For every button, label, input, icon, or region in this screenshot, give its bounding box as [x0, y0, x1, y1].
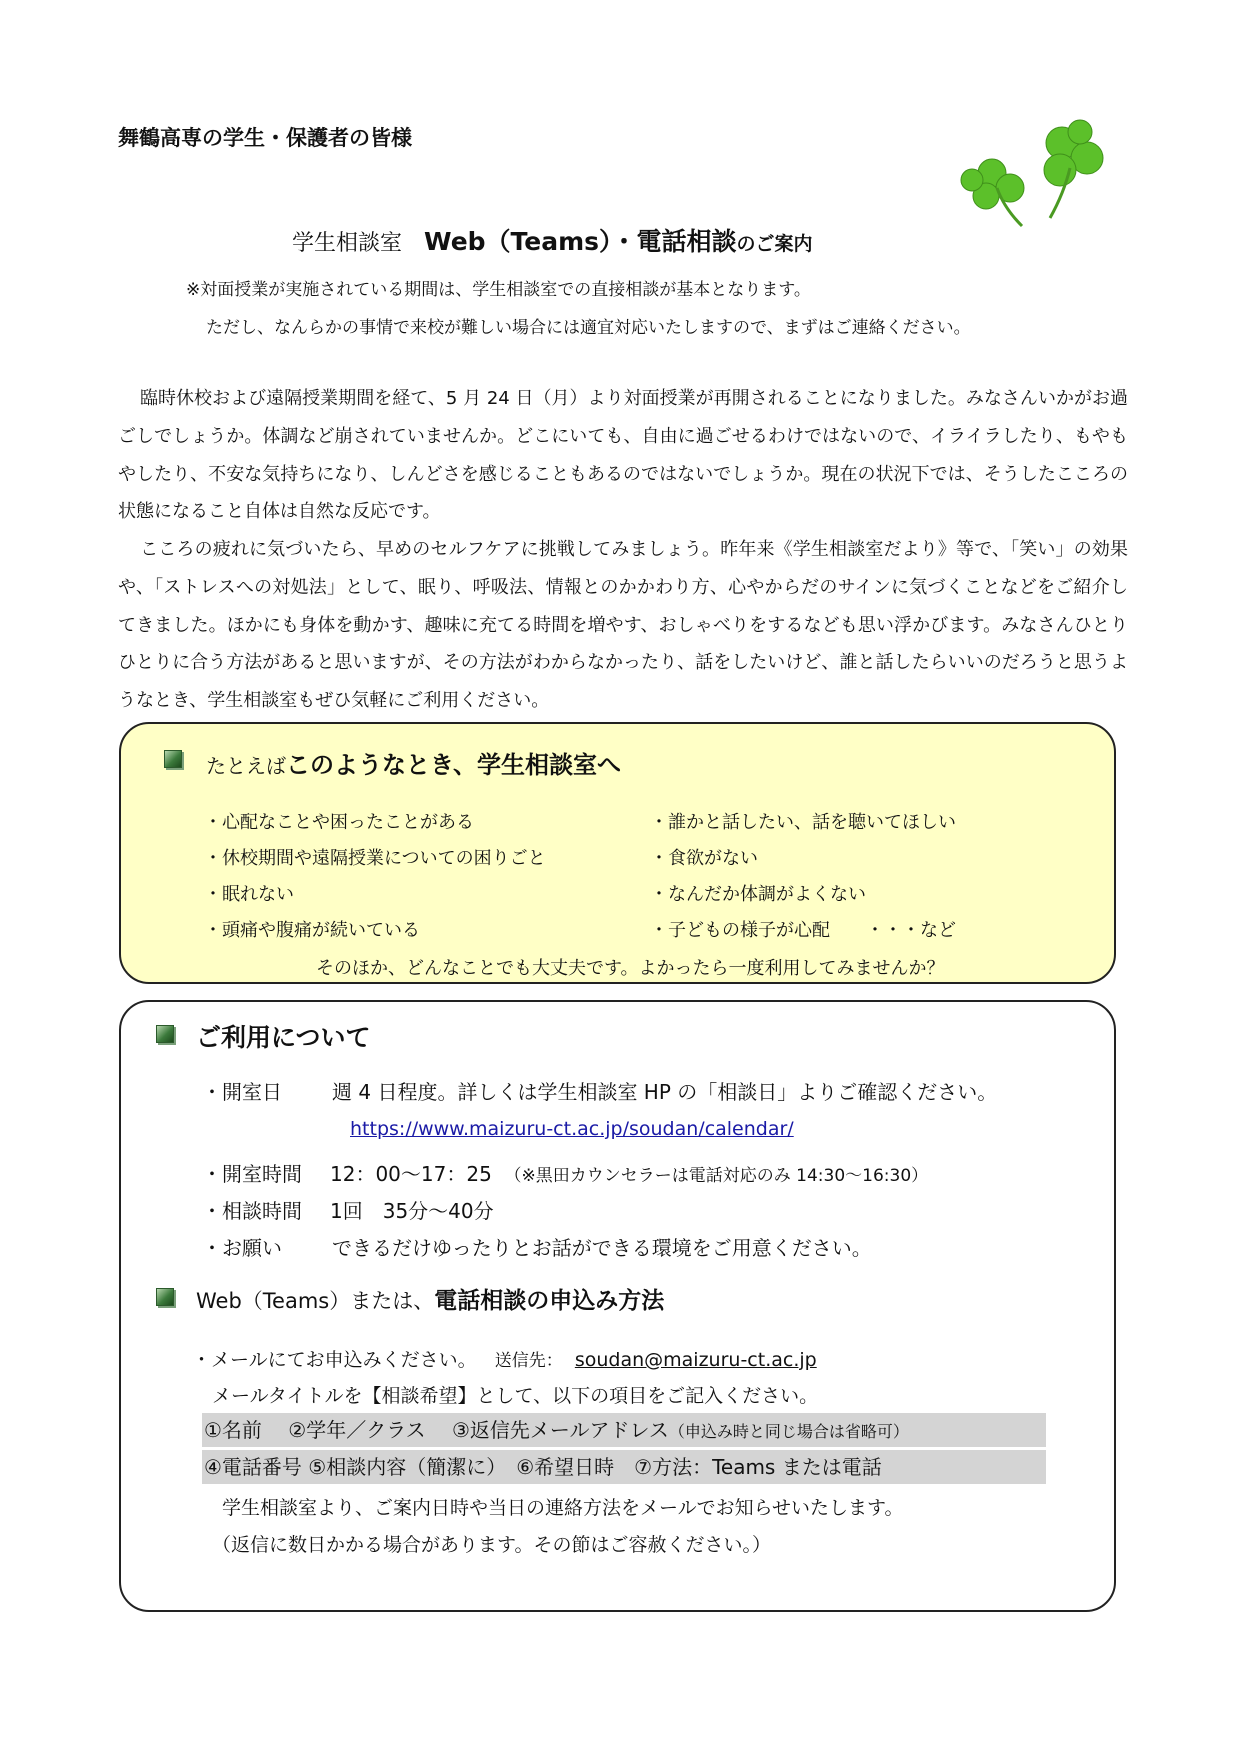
- calendar-link[interactable]: https://www.maizuru-ct.ac.jp/soudan/calendar/: [350, 1118, 794, 1140]
- apply-line-1: [192, 1345, 817, 1372]
- reply-note: （返信に数日かかる場合があります。その節はご容赦ください。）: [212, 1534, 771, 1556]
- list-item: ・食欲がない: [650, 848, 758, 869]
- request-row: [202, 1232, 872, 1261]
- list-item: ・心配なことや困ったことがある: [204, 812, 474, 833]
- session-time-label: ・相談時間: [202, 1199, 302, 1223]
- title-main: Web（Teams）・電話相談: [424, 227, 737, 256]
- list-item: ・眠れない: [204, 884, 294, 905]
- reply-line: 学生相談室より、ご案内日時や当日の連絡方法をメールでお知らせいたします。: [222, 1497, 904, 1519]
- list-item: ・休校期間や遠隔授業についての困りごと: [204, 848, 546, 869]
- apply-line-2: メールタイトルを【相談希望】として、以下の項目をご記入ください。: [212, 1385, 819, 1407]
- request-label: ・お願い: [202, 1236, 282, 1260]
- when-heading-lead: たとえば: [206, 754, 286, 778]
- fields-row-1-note: （申込み時と同じ場合は省略可）: [668, 1422, 909, 1441]
- list-item: ・頭痛や腹痛が続いている: [204, 920, 420, 941]
- list-item: ・なんだか体調がよくない: [650, 884, 866, 905]
- title-lead: 学生相談室: [292, 231, 403, 256]
- apply-heading-lead: Web（Teams）または、: [196, 1289, 435, 1313]
- apply-heading-emph: 電話相談の申込み方法: [434, 1288, 665, 1314]
- apply-to-label: 送信先：: [494, 1351, 563, 1371]
- note-line-2: ただし、なんらかの事情で来校が難しい場合には適宜対応いたしますので、まずはご連絡ください。: [206, 318, 971, 338]
- list-item: ・誰かと話したい、話を聴いてほしい: [650, 812, 956, 833]
- when-box-heading: [206, 745, 621, 780]
- when-box-closing: そのほか、どんなことでも大丈夫です。よかったら一度利用してみませんか？: [316, 958, 945, 979]
- session-time-value: 1回 35分～40分: [330, 1199, 494, 1223]
- square-bullet-icon: [156, 1288, 174, 1306]
- paragraph-1-text: 臨時休校および遠隔授業期間を経て、5 月 24 日（月）より対面授業が再開されることになりました。みなさんいかがお過ごしでしょうか。体調など崩されていませんか。どこにいても、自由に過ごせるわけではないので、イライラしたり、もやもやしたり、不安な気持ちになり、しんどさを感じることもあるのではないでしょうか。現在の状況下では、そうしたこころの状態になること自体は自然な反応です。: [118, 388, 1128, 523]
- title-suffix: のご案内: [736, 233, 813, 255]
- open-day-label: ・開室日: [202, 1080, 282, 1104]
- greeting: 舞鶴高専の学生・保護者の皆様: [118, 126, 412, 150]
- required-fields-row-2: ④電話番号 ⑤相談内容（簡潔に） ⑥希望日時 ⑦方法：Teams または電話: [202, 1450, 1046, 1484]
- square-bullet-icon: [164, 750, 182, 768]
- open-time-value: 12：00～17：25: [330, 1162, 492, 1186]
- apply-email-link[interactable]: soudan@maizuru-ct.ac.jp: [574, 1349, 817, 1371]
- apply-heading: [196, 1282, 664, 1315]
- clover-icon: [952, 118, 1122, 238]
- list-item: ・子どもの様子が心配 ・・・など: [650, 920, 956, 941]
- open-time-label: ・開室時間: [202, 1162, 302, 1186]
- note-line-1: ※対面授業が実施されている期間は、学生相談室での直接相談が基本となります。: [186, 280, 811, 300]
- paragraph-2: [118, 531, 1128, 720]
- request-value: できるだけゆったりとお話ができる環境をご用意ください。: [332, 1236, 872, 1260]
- fields-row-1-text: ①名前 ②学年／クラス ③返信先メールアドレス: [204, 1418, 669, 1442]
- page-title: [292, 222, 813, 258]
- paragraph-1: [118, 380, 1128, 531]
- square-bullet-icon: [156, 1025, 174, 1043]
- open-time-note: （※黒田カウンセラーは電話対応のみ 14:30～16:30）: [504, 1166, 929, 1186]
- when-heading-emph: このようなとき、学生相談室へ: [286, 751, 622, 779]
- open-time-row: [202, 1158, 928, 1187]
- required-fields-row-1: [202, 1413, 1046, 1447]
- paragraph-2-text: こころの疲れに気づいたら、早めのセルフケアに挑戦してみましょう。昨年来《学生相談室だより》等で、「笑い」の効果や、「ストレスへの対処法」として、眠り、呼吸法、情報とのかかわり方、心やからだのサインに気づくことなどをご紹介してきました。ほかにも身体を動かす、趣味に充てる時間を増やす、おしゃべりをするなども思い浮かびます。みなさんひとりひとりに合う方法があると思いますが、その方法がわからなかったり、話をしたいけど、誰と話したらいいのだろうと思うようなとき、学生相談室もぜひ気軽にご利用ください。: [118, 539, 1128, 712]
- apply-instruction: ・メールにてお申込みください。: [192, 1349, 477, 1371]
- session-time-row: [202, 1195, 494, 1224]
- open-day-row: [202, 1076, 997, 1105]
- usage-heading: ご利用について: [196, 1023, 371, 1052]
- open-day-value: 週 4 日程度。詳しくは学生相談室 HP の「相談日」よりご確認ください。: [332, 1080, 998, 1104]
